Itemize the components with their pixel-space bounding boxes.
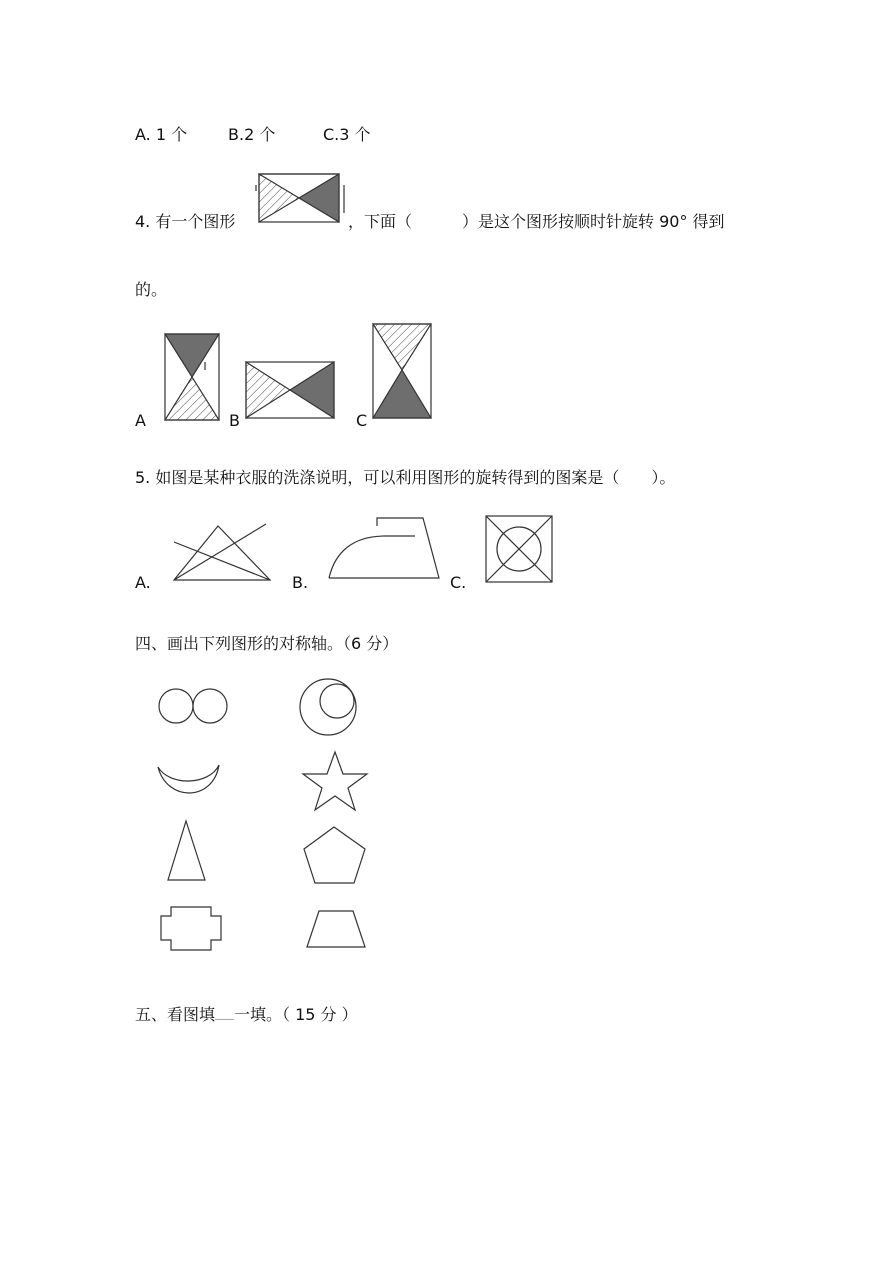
q4-lead: 4. 有一个图形 [135,212,236,231]
q5-option-b-figure [325,512,445,582]
isosceles-triangle-shape [164,818,210,884]
pentagon-shape [301,823,369,887]
q4-option-a-figure [163,332,223,424]
circle-in-circle-shape [297,677,361,737]
cross-shape [157,904,225,954]
q5-option-b-label: B. [292,573,309,592]
q4-option-c-label: C [356,411,368,430]
q3-option-c: C.3 个 [323,125,371,144]
q5-option-a-figure [170,522,274,584]
q4-option-a-label: A [135,411,146,430]
q4-mid: ，下面（ [348,212,413,231]
q5-question: 5. 如图是某种衣服的洗涤说明，可以利用图形的旋转得到的图案是（ ）。 [135,468,676,487]
star-shape [301,748,371,812]
q3-option-b: B.2 个 [228,125,276,144]
q4-tail: ）是这个图形按顺时针旋转 90° 得到 [462,212,725,231]
section5-title [135,1005,358,1025]
crescent-shape [155,762,223,800]
q3-option-a: A. 1 个 [135,125,188,144]
section5-title-part-a: 五、看图填 [135,1005,216,1024]
trapezoid-shape [303,907,369,951]
q5-option-c-figure [483,513,555,585]
q5-option-a-label: A. [135,573,151,592]
underline-mark [215,1005,234,1020]
section5-title-part-b: 一填。（ 15 分 ） [234,1005,358,1024]
section4-title: 四、画出下列图形的对称轴。（6 分） [135,634,399,653]
q4-option-b-figure [244,360,338,422]
q4-option-b-label: B [229,411,240,430]
q5-option-c-label: C. [450,573,467,592]
two-circles-shape [157,685,231,727]
q4-wrap: 的。 [135,280,168,299]
q4-original-figure [256,171,348,227]
q4-option-c-figure [371,322,435,422]
